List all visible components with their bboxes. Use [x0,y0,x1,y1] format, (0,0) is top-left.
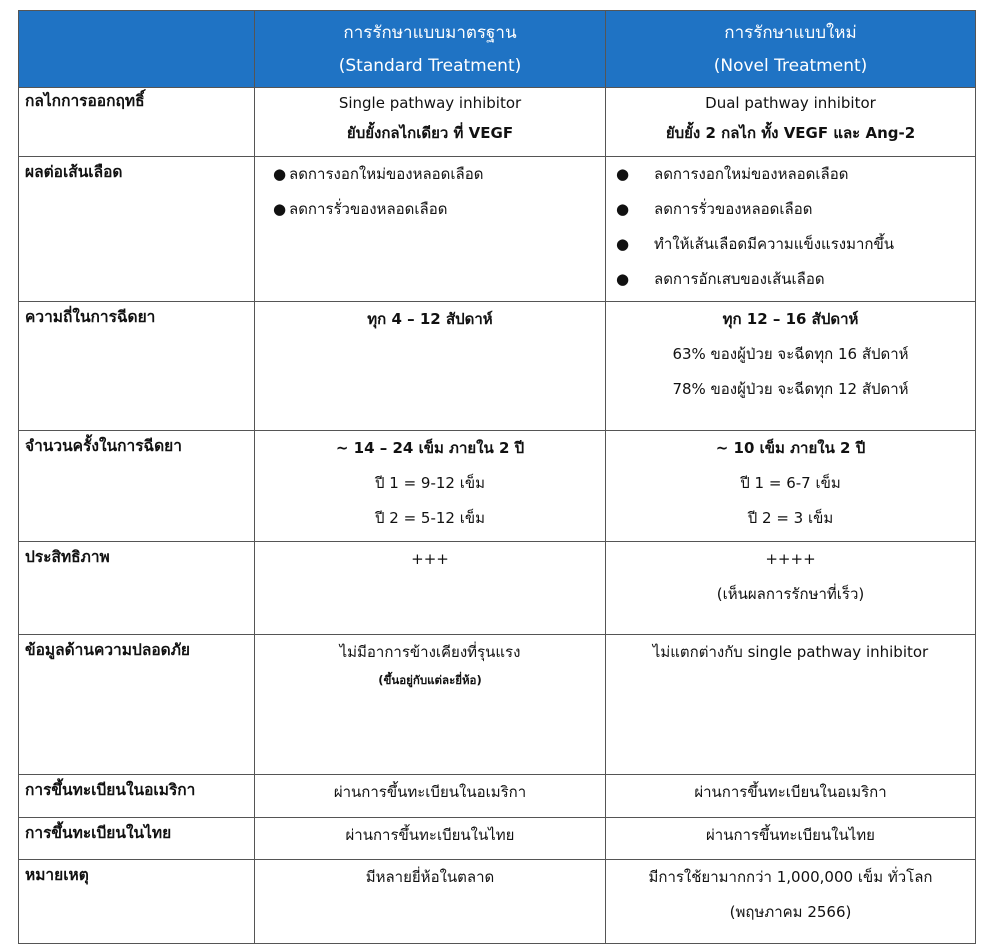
cell-standard-notes [255,860,606,944]
list-item: ● ลดการอักเสบของเส้นเลือด [606,262,975,297]
bullet-icon: ● [273,165,287,183]
novel-vessels-list [606,157,975,297]
table-row-injection-count [19,431,976,542]
novel-notes-line1: มีการใช้ยามากกว่า 1,000,000 เข็ม ทั่วโลก [648,868,933,886]
standard-notes-text: มีหลายยี่ห้อในตลาด [365,868,495,886]
header-standard-english: (Standard Treatment) [338,56,522,76]
header-empty-cell [19,11,255,88]
cell-novel-us-registration [606,775,976,818]
table-row-vessels [19,157,976,302]
standard-mechanism-line1: Single pathway inhibitor [338,94,522,112]
row-label-efficacy: ประสิทธิภาพ [19,542,255,635]
bullet-icon: ● [616,200,630,218]
novel-frequency-line1: ทุก 12 – 16 สัปดาห์ [722,310,859,328]
bullet-icon: ● [273,200,287,218]
cell-standard-vessels [255,157,606,302]
cell-standard-us-registration [255,775,606,818]
cell-standard-thai-registration [255,818,606,860]
standard-frequency-line1: ทุก 4 – 12 สัปดาห์ [367,310,493,328]
standard-safety-note: (ขึ้นอยู่กับแต่ละยี่ห้อ) [378,673,482,687]
cell-standard-injection-count [255,431,606,542]
list-item: ● ลดการรั่วของหลอดเลือด [255,192,605,227]
standard-thai-registration-text: ผ่านการขึ้นทะเบียนในไทย [345,826,515,844]
standard-safety-line1: ไม่มีอาการข้างเคียงที่รุนแรง [339,643,521,661]
novel-mechanism-line1: Dual pathway inhibitor [705,94,876,112]
standard-count-line3: ปี 2 = 5-12 เข็ม [374,509,486,527]
table-row-frequency [19,302,976,431]
row-label-thai-registration: การขึ้นทะเบียนในไทย [19,818,255,860]
list-item: ● ลดการรั่วของหลอดเลือด [606,192,975,227]
novel-us-registration-text: ผ่านการขึ้นทะเบียนในอเมริกา [694,783,887,801]
table-row-notes [19,860,976,944]
bullet-icon: ● [616,235,630,253]
cell-novel-injection-count [606,431,976,542]
table-row-safety [19,635,976,775]
novel-efficacy-rating: ++++ [765,550,816,568]
row-label-frequency: ความถี่ในการฉีดยา [19,302,255,431]
cell-novel-frequency [606,302,976,431]
row-label-notes: หมายเหตุ [19,860,255,944]
novel-count-line2: ปี 1 = 6-7 เข็ม [740,474,841,492]
novel-frequency-line2: 63% ของผู้ป่วย จะฉีดทุก 16 สัปดาห์ [672,345,909,363]
bullet-icon: ● [616,165,630,183]
comparison-table-container [18,10,975,944]
table-row-efficacy [19,542,976,635]
novel-mechanism-line2: ยับยั้ง 2 กลไก ทั้ง VEGF และ Ang-2 [665,124,916,142]
cell-novel-thai-registration [606,818,976,860]
row-label-us-registration: การขึ้นทะเบียนในอเมริกา [19,775,255,818]
cell-novel-safety [606,635,976,775]
list-item: ● ทำให้เส้นเลือดมีความแข็งแรงมากขึ้น [606,227,975,262]
header-novel-english: (Novel Treatment) [713,56,868,76]
header-novel-treatment [606,11,976,88]
bullet-icon: ● [616,270,630,288]
table-row-thai-registration [19,818,976,860]
row-label-injection-count: จำนวนครั้งในการฉีดยา [19,431,255,542]
novel-frequency-line3: 78% ของผู้ป่วย จะฉีดทุก 12 สัปดาห์ [672,380,909,398]
row-label-vessels: ผลต่อเส้นเลือด [19,157,255,302]
row-label-mechanism: กลไกการออกฤทธิ์ [19,88,255,157]
cell-novel-efficacy [606,542,976,635]
novel-notes-line2: (พฤษภาคม 2566) [729,903,852,921]
novel-count-line1: ~ 10 เข็ม ภายใน 2 ปี [715,439,866,457]
table-header-row [19,11,976,88]
cell-standard-efficacy [255,542,606,635]
cell-standard-frequency [255,302,606,431]
novel-count-line3: ปี 2 = 3 เข็ม [747,509,834,527]
cell-standard-mechanism [255,88,606,157]
cell-novel-mechanism [606,88,976,157]
table-row-us-registration [19,775,976,818]
cell-novel-vessels [606,157,976,302]
standard-us-registration-text: ผ่านการขึ้นทะเบียนในอเมริกา [333,783,527,801]
novel-safety-line1: ไม่แตกต่างกับ single pathway inhibitor [652,643,929,661]
table-row-mechanism [19,88,976,157]
row-label-safety: ข้อมูลด้านความปลอดภัย [19,635,255,775]
standard-efficacy-rating: +++ [411,550,449,568]
list-item: ● ลดการงอกใหม่ของหลอดเลือด [606,157,975,192]
standard-vessels-list [255,157,605,227]
cell-novel-notes [606,860,976,944]
standard-mechanism-line2: ยับยั้งกลไกเดียว ที่ VEGF [346,124,514,142]
header-novel-thai: การรักษาแบบใหม่ [724,23,857,43]
header-standard-treatment [255,11,606,88]
list-item: ● ลดการงอกใหม่ของหลอดเลือด [255,157,605,192]
novel-efficacy-note: (เห็นผลการรักษาที่เร็ว) [716,585,865,603]
standard-count-line1: ~ 14 – 24 เข็ม ภายใน 2 ปี [335,439,525,457]
comparison-table [18,10,976,944]
header-standard-thai: การรักษาแบบมาตรฐาน [343,23,517,43]
standard-count-line2: ปี 1 = 9-12 เข็ม [374,474,486,492]
novel-thai-registration-text: ผ่านการขึ้นทะเบียนในไทย [706,826,875,844]
cell-standard-safety [255,635,606,775]
